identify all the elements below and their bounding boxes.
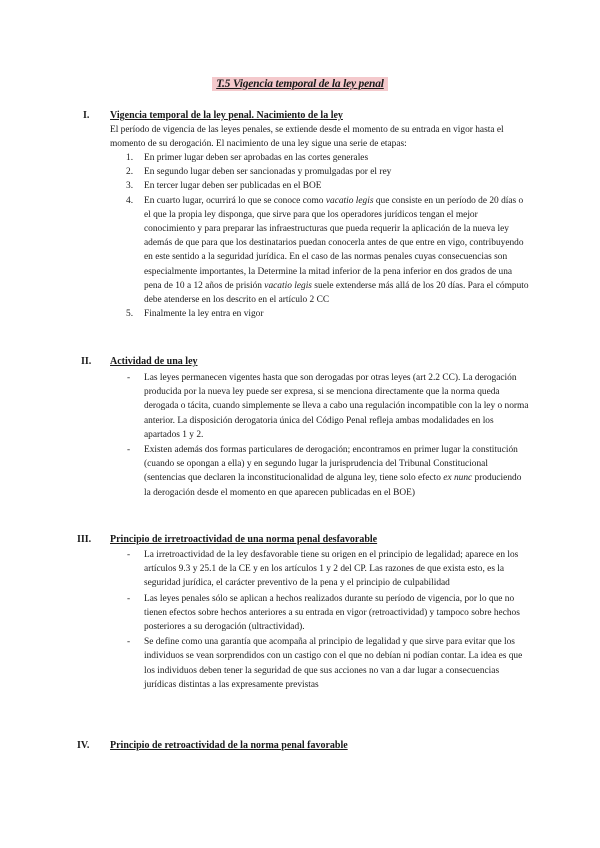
section-3-number: III. — [77, 534, 92, 545]
item-number: 1. — [126, 153, 134, 163]
section-4-number: IV. — [77, 740, 90, 751]
item-text: suele extenderse más allá de los 20 días. Para el cómputo debe atenderse en los descrito en el artículo 2 CC — [144, 280, 529, 306]
list-item — [110, 194, 530, 308]
item-text: En primer lugar deben ser aprobadas en las cortes generales — [144, 153, 369, 163]
bullet-dash: - — [127, 593, 131, 604]
bullet-dash: - — [127, 445, 131, 456]
list-item — [110, 371, 530, 442]
title-area — [0, 74, 600, 92]
section-3-list — [110, 548, 530, 693]
item-text: que consiste en un período de 20 días o el que la propia ley disponga, que sirve para que los operadores jurídicos tengan el mejor conocimiento y para preparar las infraestructuras que pueda requerir la aplicación de la nueva ley además de que para que los destinatarios puedan conocerla antes de que entre en vigo, contribuyendo en este sentido a la seguridad jurídica. En el caso de las normas penales cuyas consecuencias son especialmente importantes, la Determine la mitad inferior de la pena inferior en dos grados de una pena de 10 a 12 años de prisión — [144, 195, 524, 291]
item-text: En tercer lugar deben ser publicadas en el BOE — [144, 181, 322, 192]
section-1-intro: El período de vigencia de las leyes penales, se extiende desde el momento de su entrada en vigor hasta el momento de su derogación. El nacimiento de una ley sigue una serie de etapas: — [110, 125, 504, 150]
section-1-number: I. — [83, 110, 90, 121]
list-item — [110, 165, 530, 179]
list-item — [110, 151, 530, 165]
item-number: 5. — [126, 309, 134, 320]
list-item — [110, 635, 530, 692]
list-item — [110, 548, 530, 591]
section-1-heading: Vigencia temporal de la ley penal. Nacimiento de la ley — [110, 110, 343, 121]
section-4-heading: Principio de retroactividad de la norma penal favorable — [110, 740, 348, 751]
list-item — [110, 307, 530, 321]
item-text: Las leyes permanecen vigentes hasta que son derogadas por otras leyes (art 2.2 CC). La derogación producida por la nueva ley puede ser expresa, si se menciona directamente que la norma queda derogada o tácita, cuando simplemente se lleva a cabo una regulación incompatible con la ley o norma anterior. La disposición derogatoria única del Código Penal refleja ambas modalidades en los apartados 1 y 2. — [144, 373, 529, 440]
bullet-dash: - — [127, 550, 131, 560]
item-text: Existen además dos formas particulares de derogación; encontramos en primer lugar la constitución (cuando se opongan a ella) y en segundo lugar la jurisprudencia del Tribunal Constitucional (sentencias que declaren la inconstitucionalidad de alguna ley, tiene solo efecto — [144, 445, 518, 484]
list-item — [110, 179, 530, 193]
item-text: En segundo lugar deben ser sancionadas y promulgadas por el rey — [144, 167, 392, 178]
item-text: Finalmente la ley entra en vigor — [144, 309, 264, 320]
list-item — [110, 443, 530, 500]
item-text: La irretroactividad de la ley desfavorable tiene su origen en el principio de legalidad; aparece en los artículos 9.3 y 25.1 de la CE y en los artículos 1 y 2 del CP. Las razones de que exista esto, es la seguridad jurídica, el carácter preventivo de la pena y el principio de culpabilidad — [144, 550, 519, 589]
item-text: produciendo la derogación desde el momento en que aparecen publicadas en el BOE) — [144, 473, 522, 498]
stages-list — [110, 151, 530, 321]
item-number: 4. — [126, 195, 134, 206]
page-title: T.5 Vigencia temporal de la ley penal — [212, 77, 388, 91]
item-text: Se define como una garantía que acompaña al principio de legalidad y que sirve para evitar que los individuos se vean sorprendidos con un castigo con el que no debían ni podían contar. La idea es que los individuos deben tener la seguridad de que sus acciones no van a dar lugar a consecuencias jurídicas distintas a las expresamente previstas — [144, 637, 523, 690]
item-italic: vacatio legis — [325, 195, 374, 206]
section-2-number: II. — [81, 356, 92, 367]
item-text: Las leyes penales sólo se aplican a hechos realizados durante su período de vigencia, por lo que no tienen efectos sobre hechos anteriores a su entrada en vigor (retroactividad) y tampoco sobre hechos posteriores a su derogación (ultractividad). — [144, 593, 520, 633]
bullet-dash: - — [127, 637, 131, 648]
item-number: 3. — [126, 181, 134, 192]
item-italic: vacatio legis — [264, 280, 312, 291]
section-3-heading: Principio de irretroactividad de una norma penal desfavorable — [110, 534, 378, 545]
item-italic: ex nunc — [443, 473, 473, 484]
item-number: 2. — [126, 167, 134, 178]
bullet-dash: - — [127, 373, 131, 383]
section-2-heading: Actividad de una ley — [110, 356, 198, 367]
list-item — [110, 592, 530, 635]
section-2-list — [110, 371, 530, 501]
item-text: En cuarto lugar, ocurrirá lo que se conoce como — [144, 195, 326, 206]
